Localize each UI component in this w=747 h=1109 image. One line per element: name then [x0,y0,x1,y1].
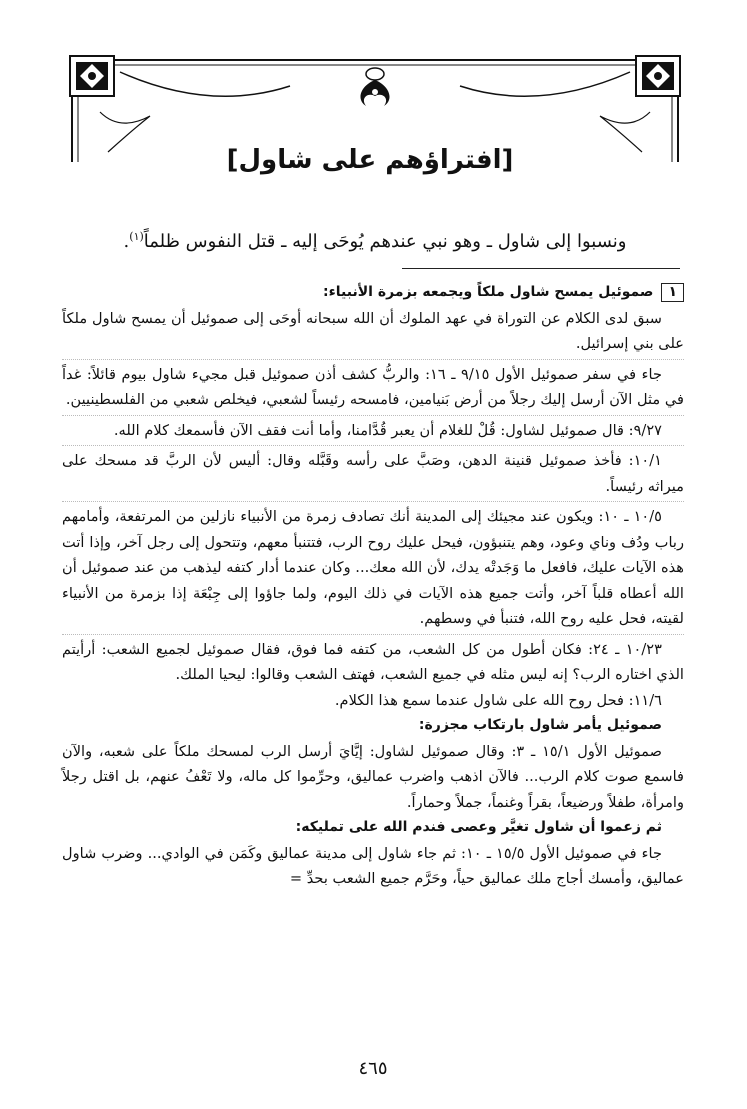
paragraph: ١٠/١: فأخذ صموئيل قنينة الدهن، وصَبَّ على رأسه وقَبَّله وقال: أليس لأن الربَّ قد مسحك على ميراثه رئيساً. [62,445,684,499]
paragraph: جاء في سفر صموئيل الأول ٩/١٥ ـ ١٦: والربُّ كشف أذن صموئيل قبل مجيء شاول بيوم قائلاً: غداً في مثل الآن أرسل إليك رجلاً من أرض بَنيامين، فامسحه رئيساً لشعبي، فيخلص شعبي من الفلسطينيين. [62,359,684,413]
intro-text: ونسبوا إلى شاول ـ وهو نبي عندهم يُوحَى إليه ـ قتل النفوس ظلماً [143,231,627,252]
page-number: ٤٦٥ [358,1058,388,1079]
paragraph: ١٠/٢٣ ـ ٢٤: فكان أطول من كل الشعب، من كتفه فما فوق، فقال صموئيل لجميع الشعب: أرأيتم الذي اختاره الرب؟ إنه ليس مثله في جميع الشعب، فهتف الشعب وقالوا: ليحيا الملك. [62,634,684,688]
paragraph: سبق لدى الكلام عن التوراة في عهد الملوك أن الله سبحانه أوحَى إلى صموئيل أن يمسح شاول ملكاً على بني إسرائيل. [62,309,684,352]
intro-period: . [123,231,130,252]
section-heading-3: ثم زعموا أن شاول تغيَّر وعصى فندم الله على تمليكه: [295,819,662,835]
section-heading-2: صموئيل يأمر شاول بارتكاب مجزرة: [418,717,662,733]
central-flourish-icon [360,68,389,106]
corner-rosette-left-icon [70,56,114,96]
chapter-title: [افتراؤهم على شاول] [226,145,514,175]
paragraph: ٩/٢٧: قال صموئيل لشاول: قُلْ للغلام أن يعبر قُدَّامنا، وأما أنت فقف الآن فأسمعك كلام الله. [62,415,684,444]
paragraph: ١١/٦: فحل روح الله على شاول عندما سمع هذا الكلام. [334,691,662,709]
chapter-intro [80,222,670,257]
section-heading-1 [62,280,684,306]
paragraph: جاء في صموئيل الأول ١٥/٥ ـ ١٠: ثم جاء شاول إلى مدينة عماليق وكَمَن في الوادي... وضرب شاول عماليق، وأمسك أجاج ملك عماليق حياً، وحَرَّم جميع الشعب بحدِّ = [62,844,684,887]
section-number-box: ١ [661,283,684,302]
paragraph: ١٠/٥ ـ ١٠: ويكون عند مجيئك إلى المدينة أنك تصادف زمرة من الأنبياء نازلين من المرتفعة، وأمامهم رباب ودُف وناي وعود، وهم يتنبؤون، فيحل عليك روح الرب، فتتنبأ معهم، وتتحول إلى رجل آخر، وإذا أتت هذه الآيات عليك، فافعل ما وَجَدتْه يدك، لأن الله معك... وكان عندما أدار كتفه ليذهب من عند صموئيل أن الله أعطاه قلباً آخر، وأتت جميع هذه الآيات في ذلك اليوم، ولما جاؤوا إلى جِبْعَة إذا بزمرة من الأنبياء لقيته، فحل عليه روح الله، فتنبأ في وسطهم. [62,501,684,632]
corner-rosette-right-icon [636,56,680,96]
footnote-marker: (١) [129,230,144,243]
separator-line [402,268,680,269]
paragraph: صموئيل الأول ١٥/١ ـ ٣: وقال صموئيل لشاول: إيَّايَ أرسل الرب لمسحك ملكاً على شعبه، والآن فاسمع صوت كلام الرب... فالآن اذهب واضرب عماليق، وحرِّموا كل ماله، ولا تَعْفُ عنهم، بل اقتل رجلاً وامرأة، طفلاً ورضيعاً، بقراً وغنماً، جملاً وحماراً. [62,742,684,811]
body-text [62,280,684,892]
section-heading-text: صموئيل يمسح شاول ملكاً ويجمعه بزمرة الأنبياء: [323,284,654,300]
